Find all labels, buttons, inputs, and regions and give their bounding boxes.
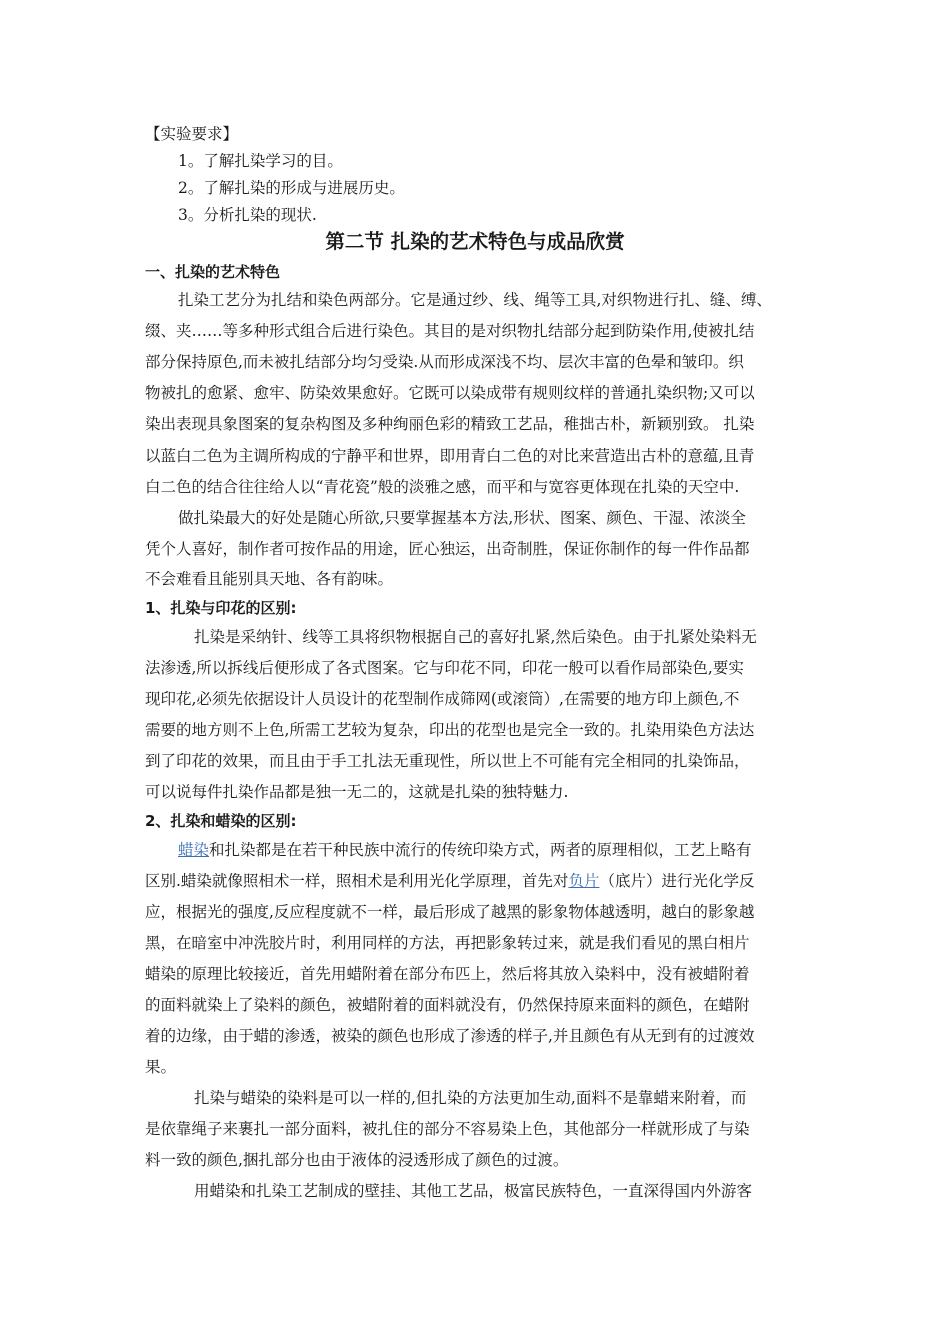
paragraph-line: 部分保持原色,而未被扎结部分均匀受染.从而形成深浅不均、层次丰富的色晕和皱印。织 — [145, 353, 744, 371]
batik-link[interactable]: 蜡染 — [178, 841, 210, 859]
requirements-heading: 【实验要求】 — [145, 125, 239, 143]
paragraph-text: 区别.蜡染就像照相术一样，照相术是利用光化学原理，首先对 — [145, 872, 569, 890]
negative-film-link[interactable]: 负片 — [568, 872, 600, 890]
section-heading: 2、扎染和蜡染的区别: — [145, 812, 297, 830]
paragraph-line: 法渗透,所以拆线后便形成了各式图案。它与印花不同，印花一般可以看作局部染色,要实 — [145, 659, 744, 677]
paragraph-line: 应，根据光的强度,反应程度就不一样，最后形成了越黑的影象物体越透明，越白的影象越 — [145, 903, 755, 921]
paragraph-text: （底片）进行光化学反 — [599, 872, 755, 890]
paragraph-line: 不会难看且能别具天地、各有韵味。 — [145, 570, 394, 588]
paragraph-line: 可以说每件扎染作品都是独一无二的，这就是扎染的独特魅力. — [145, 783, 569, 801]
paragraph-line: 白二色的结合往往给人以“青花瓷”般的淡雅之感，而平和与宽容更体现在扎染的天空中. — [145, 478, 740, 496]
paragraph-line: 做扎染最大的好处是随心所欲,只要掌握基本方法,形状、图案、颜色、干湿、浓淡全 — [178, 509, 746, 527]
section-title: 第二节 扎染的艺术特色与成品欣赏 — [325, 230, 625, 253]
paragraph-line: 现印花,必须先依据设计人员设计的花型制作成筛网(或滚筒）,在需要的地方印上颜色,不 — [145, 690, 740, 708]
requirement-item: 1。了解扎染学习的目。 — [178, 152, 343, 170]
section-heading: 一、扎染的艺术特色 — [145, 263, 281, 281]
section-heading: 1、扎染与印花的区别: — [145, 599, 297, 617]
paragraph-line: 料一致的颜色,捆扎部分也由于液体的浸透形成了颜色的过渡。 — [145, 1151, 569, 1169]
paragraph-line: 扎染是采纳针、线等工具将织物根据自己的喜好扎紧,然后染色。由于扎紧处染料无 — [194, 628, 757, 646]
paragraph-line: 扎染与蜡染的染料是可以一样的,但扎染的方法更加生动,面料不是靠蜡来附着，而 — [194, 1089, 747, 1107]
paragraph-line: 扎染工艺分为扎结和染色两部分。它是通过纱、线、绳等工具,对织物进行扎、缝、缚、 — [178, 291, 772, 309]
paragraph-text: 和扎染都是在若干种民族中流行的传统印染方式，两者的原理相似，工艺上略有 — [209, 841, 752, 859]
paragraph-line: 以蓝白二色为主调所构成的宁静平和世界，即用青白二色的对比来营造出古朴的意蕴,且青 — [145, 447, 755, 465]
requirement-item: 2。了解扎染的形成与进展历史。 — [178, 179, 405, 197]
requirement-item: 3。分析扎染的现状. — [178, 206, 317, 224]
paragraph-line: 果。 — [145, 1058, 177, 1076]
paragraph-line — [145, 871, 754, 891]
paragraph-line: 是依靠绳子来裹扎一部分面料，被扎住的部分不容易染上色，其他部分一样就形成了与染 — [145, 1120, 750, 1138]
paragraph-line: 蜡染的原理比较接近，首先用蜡附着在部分布匹上，然后将其放入染料中，没有被蜡附着 — [145, 965, 750, 983]
paragraph-line: 的面料就染上了染料的颜色，被蜡附着的面料就没有，仍然保持原来面料的颜色，在蜡附 — [145, 996, 750, 1014]
paragraph-line: 染出表现具象图案的复杂构图及多种绚丽色彩的精致工艺品，稚拙古朴，新颖别致。 扎染 — [145, 415, 755, 433]
paragraph-line: 缀、夹……等多种形式组合后进行染色。其目的是对织物扎结部分起到防染作用,使被扎结 — [145, 322, 755, 340]
paragraph-line: 用蜡染和扎染工艺制成的壁挂、其他工艺品，极富民族特色，一直深得国内外游客 — [194, 1182, 753, 1200]
paragraph-line: 黑，在暗室中冲洗胶片时，利用同样的方法，再把影象转过来，就是我们看见的黑白相片 — [145, 934, 750, 952]
paragraph-line: 物被扎的愈紧、愈牢、防染效果愈好。它既可以染成带有规则纹样的普通扎染织物;又可以 — [145, 384, 755, 402]
paragraph-line — [178, 840, 752, 860]
paragraph-line: 到了印花的效果，而且由于手工扎法无重现性，所以世上不可能有完全相同的扎染饰品， — [145, 752, 750, 770]
paragraph-line: 凭个人喜好，制作者可按作品的用途，匠心独运，出奇制胜，保证你制作的每一件作品都 — [145, 540, 750, 558]
paragraph-line: 着的边缘，由于蜡的渗透，被染的颜色也形成了渗透的样子,并且颜色有从无到有的过渡效 — [145, 1027, 755, 1045]
paragraph-line: 需要的地方则不上色,所需工艺较为复杂，印出的花型也是完全一致的。扎染用染色方法达 — [145, 721, 755, 739]
